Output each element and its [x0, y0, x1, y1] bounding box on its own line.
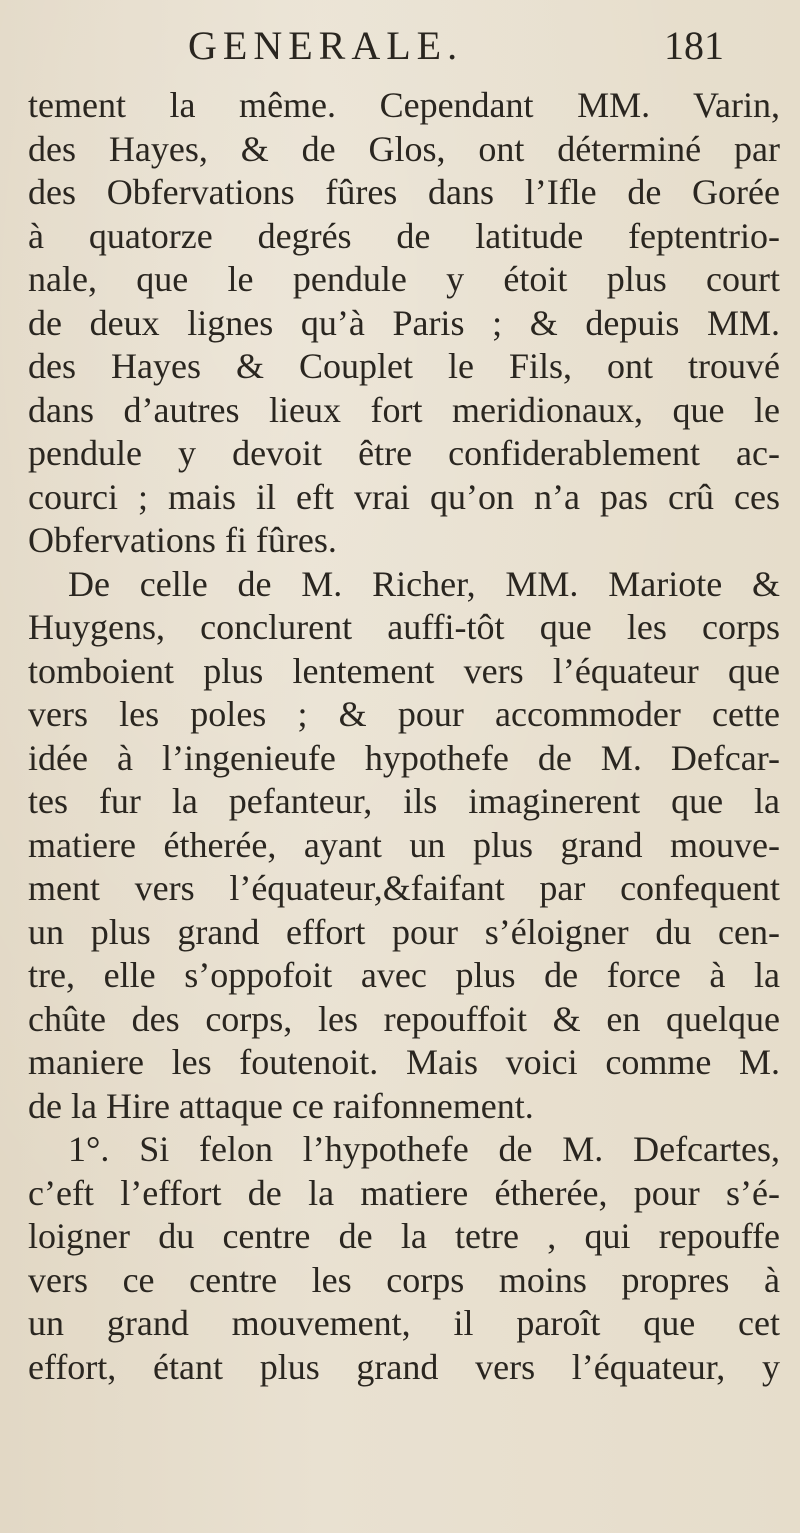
text-line: tomboient plus lentement vers l’équateur que [28, 650, 780, 691]
text-line: pendule y devoit être confiderablement ac- [28, 433, 780, 473]
text-line: dans d’autres lieux fort meridionaux, que le [28, 389, 780, 430]
text-line: des Hayes, & de Glos, ont déterminé par [28, 128, 780, 169]
body-text [28, 84, 780, 1389]
text-line: vers les poles ; & pour accommoder cette [28, 694, 780, 734]
text-line: Obfervations fi fûres. [28, 520, 337, 560]
text-line: matiere étherée, ayant un plus grand mouve- [28, 824, 780, 865]
text-line: loigner du centre de la tetre , qui repouffe [28, 1216, 780, 1256]
header-title: GENERALE. [188, 23, 464, 68]
text-line: vers ce centre les corps moins propres à [28, 1259, 780, 1300]
text-line: tes fur la pefanteur, ils imaginerent que la [28, 781, 780, 821]
text-line: nale, que le pendule y étoit plus court [28, 259, 780, 299]
text-line: un grand mouvement, il paroît que cet [28, 1303, 780, 1343]
page-number: 181 [664, 23, 724, 68]
text-line: 1°. Si felon l’hypothefe de M. Defcartes, [68, 1129, 780, 1169]
text-line: des Obfervations fûres dans l’Ifle de Gorée [28, 172, 780, 212]
text-line: idée à l’ingenieufe hypothefe de M. Defcar- [28, 737, 780, 778]
text-line: un plus grand effort pour s’éloigner du cen- [28, 911, 780, 952]
text-line: chûte des corps, les repouffoit & en quelque [28, 998, 780, 1039]
text-line: de la Hire attaque ce raifonnement. [28, 1085, 534, 1126]
text-line: Huygens, conclurent auffi-tôt que les corps [28, 607, 780, 647]
running-header [0, 22, 800, 82]
text-line: courci ; mais il eft vrai qu’on n’a pas crû ces [28, 476, 780, 517]
text-line: De celle de M. Richer, MM. Mariote & [68, 563, 780, 604]
text-line: effort, étant plus grand vers l’équateur, y [28, 1346, 780, 1387]
text-line: des Hayes & Couplet le Fils, ont trouvé [28, 346, 780, 386]
text-line: c’eft l’effort de la matiere étherée, pour s’é- [28, 1172, 780, 1213]
text-line: de deux lignes qu’à Paris ; & depuis MM. [28, 302, 780, 343]
text-line: ment vers l’équateur,&faifant par confequent [28, 868, 780, 908]
text-line: tre, elle s’oppofoit avec plus de force à la [28, 955, 780, 995]
text-line: tement la même. Cependant MM. Varin, [28, 85, 780, 125]
text-line: à quatorze degrés de latitude feptentrio- [28, 215, 780, 256]
text-line: maniere les foutenoit. Mais voici comme M. [28, 1042, 780, 1082]
